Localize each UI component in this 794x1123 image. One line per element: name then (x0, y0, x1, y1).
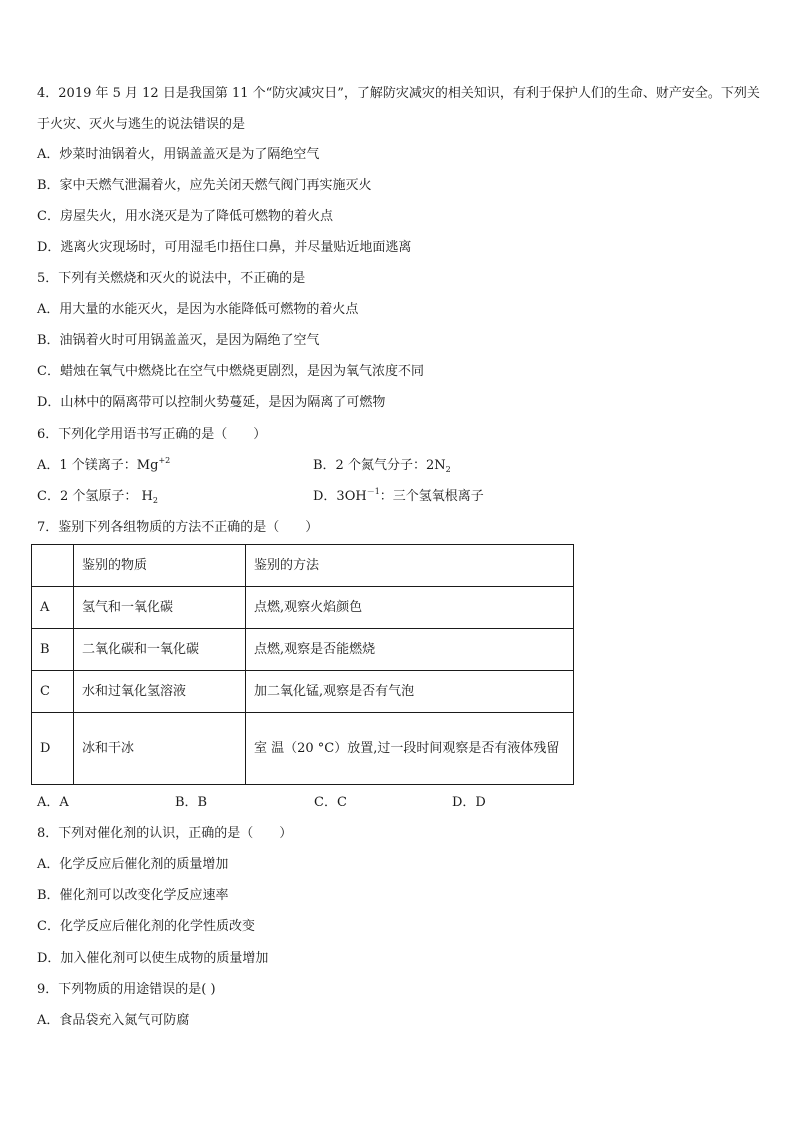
question-7-option-b: B．B (175, 795, 208, 810)
table-cell-label: B (32, 629, 74, 671)
question-4-option-b: B．家中天燃气泄漏着火，应先关闭天燃气阀门再实施灭火 (37, 178, 372, 193)
table-header-cell: 鉴别的方法 (246, 545, 574, 587)
question-4-option-d: D．逃离火灾现场时，可用湿毛巾捂住口鼻，并尽量贴近地面逃离 (37, 240, 412, 255)
question-6-option-b: B．2 个氮气分子：$2N_2$ (313, 458, 451, 474)
table-row (32, 587, 574, 629)
table-row (32, 671, 574, 713)
question-7-option-c: C．C (314, 795, 347, 810)
table-cell-substance: 二氧化碳和一氧化碳 (74, 629, 246, 671)
question-8-option-b: B．催化剂可以改变化学反应速率 (37, 888, 229, 903)
question-7-table (31, 544, 574, 785)
question-6-option-c: C．2 个氢原子： $H_2$ (37, 489, 158, 505)
table-row (32, 629, 574, 671)
table-cell-method: 加二氧化锰,观察是否有气泡 (246, 671, 574, 713)
question-8-option-a: A．化学反应后催化剂的质量增加 (37, 857, 229, 872)
table-cell-method: 点燃,观察火焰颜色 (246, 587, 574, 629)
table-cell-method: 点燃,观察是否能燃烧 (246, 629, 574, 671)
question-8-option-c: C．化学反应后催化剂的化学性质改变 (37, 919, 255, 934)
question-6-option-a: A．1 个镁离子：$Mg^{+2}$ (37, 456, 171, 473)
table-row (32, 713, 574, 785)
question-7-stem: 7．鉴别下列各组物质的方法不正确的是（ ） (37, 520, 319, 535)
table-cell-substance: 冰和干冰 (74, 713, 246, 785)
table-cell-label: C (32, 671, 74, 713)
question-5-option-c: C．蜡烛在氧气中燃烧比在空气中燃烧更剧烈，是因为氧气浓度不同 (37, 364, 424, 379)
table-cell-substance: 氢气和一氧化碳 (74, 587, 246, 629)
table-cell-label: A (32, 587, 74, 629)
question-4-option-c: C．房屋失火，用水浇灭是为了降低可燃物的着火点 (37, 209, 333, 224)
table-header-row (32, 545, 574, 587)
table-header-cell: 鉴别的物质 (74, 545, 246, 587)
question-4-option-a: A．炒菜时油锅着火，用锅盖盖灭是为了隔绝空气 (37, 147, 320, 162)
table-header-cell (32, 545, 74, 587)
table-cell-substance: 水和过氧化氢溶液 (74, 671, 246, 713)
question-9-stem: 9．下列物质的用途错误的是( ) (37, 982, 216, 997)
question-9-option-a: A．食品袋充入氮气可防腐 (37, 1013, 190, 1028)
question-5-stem: 5．下列有关燃烧和灭火的说法中，不正确的是 (37, 271, 306, 286)
question-6-option-d: D．$3OH^{-1}$：三个氢氧根离子 (313, 487, 484, 504)
question-4-stem: 4．2019 年 5 月 12 日是我国第 11 个“防灾减灾日”，了解防灾减灾的相关知识，有利于保护人们的生命、财产安全。下列关于火灾、灭火与逃生的说法错误的是 (37, 86, 760, 132)
question-7-option-a: A．A (37, 795, 69, 810)
question-5-option-a: A．用大量的水能灭火，是因为水能降低可燃物的着火点 (37, 302, 359, 317)
question-6-stem: 6．下列化学用语书写正确的是（ ） (37, 427, 267, 442)
question-8-option-d: D．加入催化剂可以使生成物的质量增加 (37, 951, 269, 966)
table-cell-method: 室 温（20 °C）放置,过一段时间观察是否有液体残留 (246, 713, 574, 785)
question-5-option-d: D．山林中的隔离带可以控制火势蔓延，是因为隔离了可燃物 (37, 395, 386, 410)
question-5-option-b: B．油锅着火时可用锅盖盖灭，是因为隔绝了空气 (37, 333, 320, 348)
question-8-stem: 8．下列对催化剂的认识，正确的是（ ） (37, 826, 293, 841)
question-7-option-d: D．D (452, 795, 486, 810)
table-cell-label: D (32, 713, 74, 785)
